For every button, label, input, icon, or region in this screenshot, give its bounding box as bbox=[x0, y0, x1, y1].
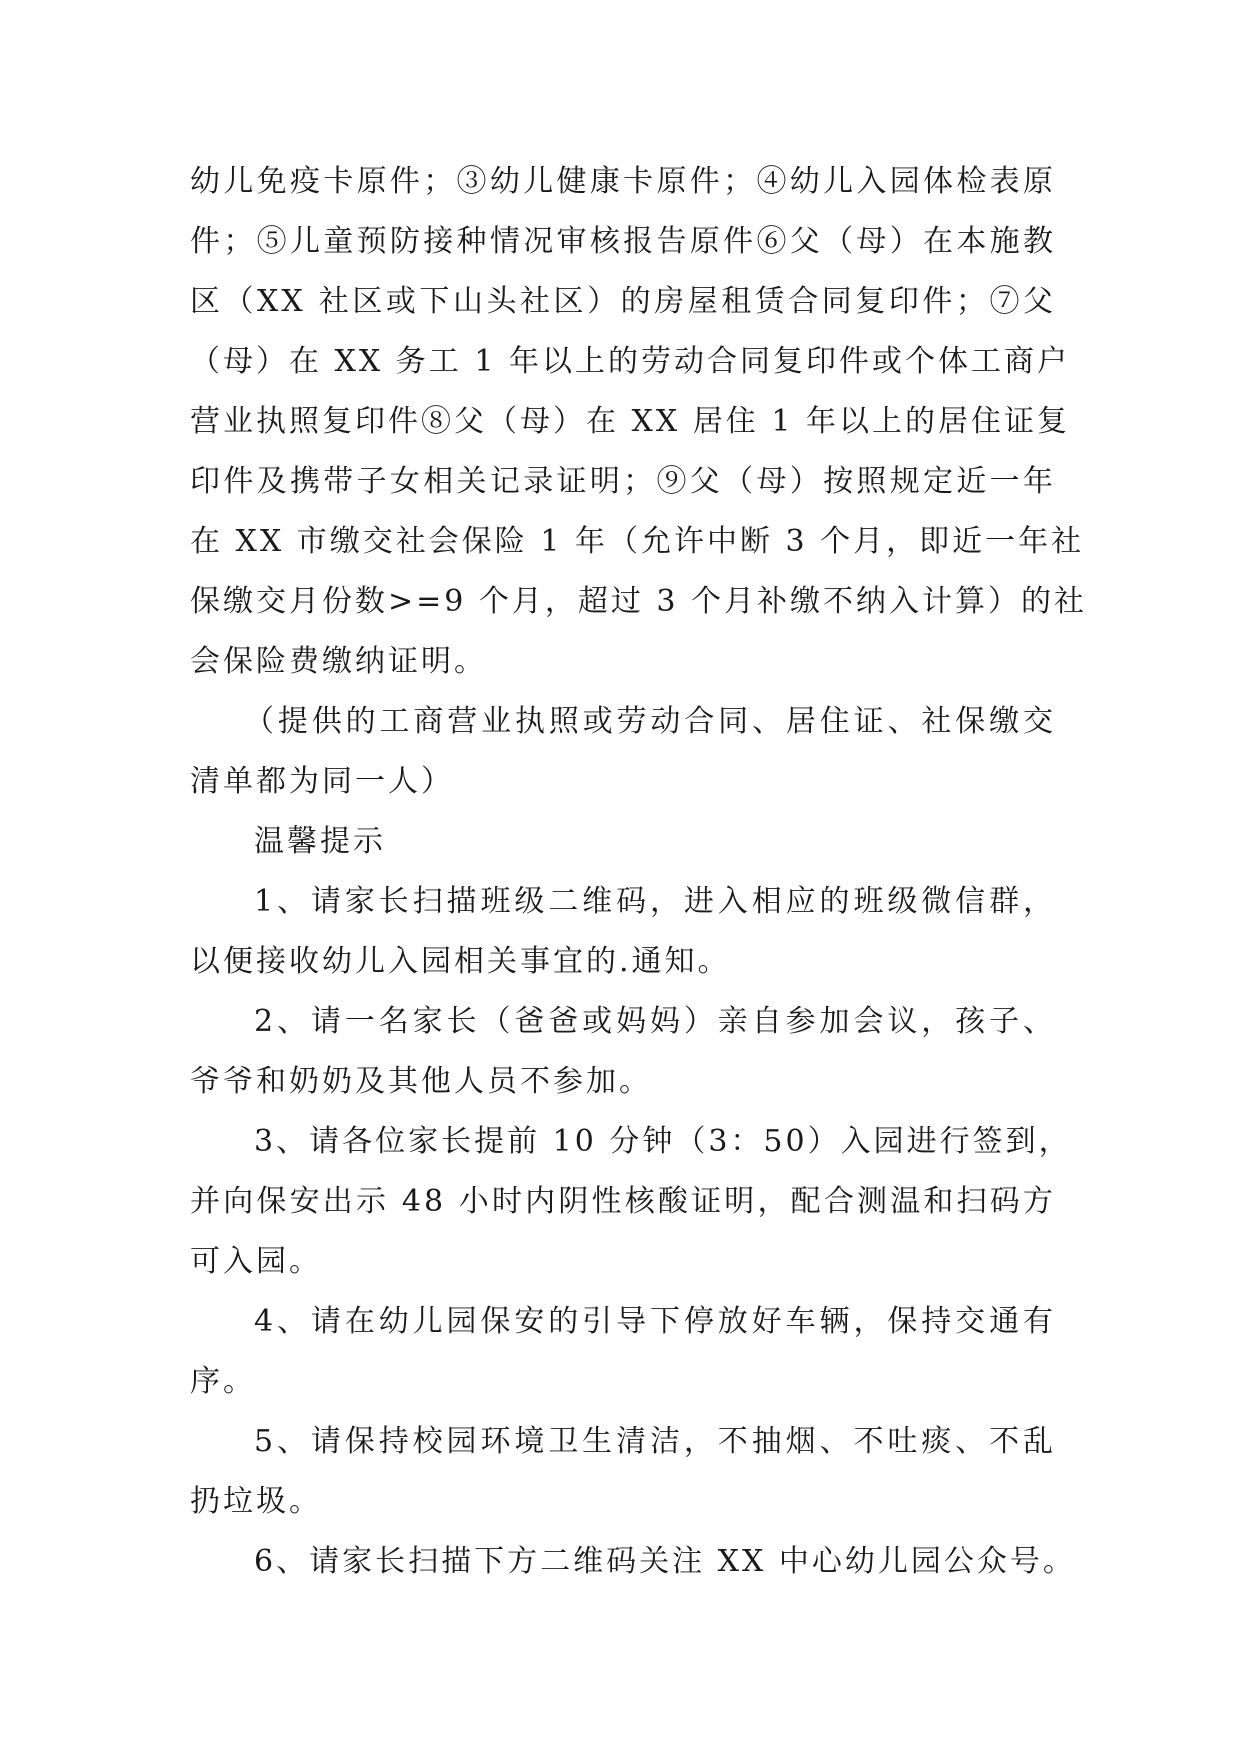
section-heading: 温馨提示 bbox=[254, 824, 386, 859]
text-line: 5、请保持校园环境卫生清洁，不抽烟、不吐痰、不乱 bbox=[254, 1424, 1056, 1459]
text-line: 2、请一名家长（爸爸或妈妈）亲自参加会议，孩子、 bbox=[254, 1004, 1056, 1039]
text-line: （提供的工商营业执照或劳动合同、居住证、社保缴交 bbox=[244, 704, 1056, 739]
materials-paragraph bbox=[190, 152, 1088, 692]
text-line: 扔垃圾。 bbox=[190, 1484, 322, 1519]
text-line: 清单都为同一人） bbox=[190, 764, 454, 799]
text-line: 幼儿免疫卡原件；③幼儿健康卡原件；④幼儿入园体检表原 bbox=[190, 164, 1056, 199]
text-line: 印件及携带子女相关记录证明；⑨父（母）按照规定近一年 bbox=[190, 464, 1056, 499]
text-line: 营业执照复印件⑧父（母）在 XX 居住 1 年以上的居住证复 bbox=[190, 404, 1070, 439]
text-line: 爷爷和奶奶及其他人员不参加。 bbox=[190, 1064, 652, 1099]
tip-item-3 bbox=[190, 1112, 1072, 1292]
text-line: 在 XX 市缴交社会保险 1 年（允许中断 3 个月，即近一年社 bbox=[190, 524, 1085, 559]
text-line: 并向保安出示 48 小时内阴性核酸证明，配合测温和扫码方 bbox=[190, 1184, 1056, 1219]
same-person-note-paragraph bbox=[190, 692, 1056, 812]
tip-item-2 bbox=[190, 992, 1056, 1112]
text-line: 会保险费缴纳证明。 bbox=[190, 644, 487, 679]
text-line: 1、请家长扫描班级二维码，进入相应的班级微信群， bbox=[254, 884, 1056, 919]
text-line: 保缴交月份数>=9 个月，超过 3 个月补缴不纳入计算）的社 bbox=[190, 584, 1088, 619]
text-line: 以便接收幼儿入园相关事宜的.通知。 bbox=[190, 944, 731, 979]
text-line: 3、请各位家长提前 10 分钟（3：50）入园进行签到， bbox=[254, 1124, 1072, 1159]
text-line: 区（XX 社区或下山头社区）的房屋租赁合同复印件；⑦父 bbox=[190, 284, 1056, 319]
tip-item-5 bbox=[190, 1412, 1056, 1532]
text-line: 可入园。 bbox=[190, 1244, 322, 1279]
text-line: 件；⑤儿童预防接种情况审核报告原件⑥父（母）在本施教 bbox=[190, 224, 1056, 259]
tip-item-1 bbox=[190, 872, 1056, 992]
document-body bbox=[190, 152, 1088, 1592]
text-line: 4、请在幼儿园保安的引导下停放好车辆，保持交通有 bbox=[254, 1304, 1056, 1339]
text-line: 6、请家长扫描下方二维码关注 XX 中心幼儿园公众号。 bbox=[254, 1544, 1076, 1579]
text-line: （母）在 XX 务工 1 年以上的劳动合同复印件或个体工商户 bbox=[190, 344, 1070, 379]
tips-heading bbox=[190, 812, 1056, 872]
text-line: 序。 bbox=[190, 1364, 256, 1399]
tip-item-4 bbox=[190, 1292, 1056, 1412]
tip-item-6 bbox=[190, 1532, 1076, 1592]
